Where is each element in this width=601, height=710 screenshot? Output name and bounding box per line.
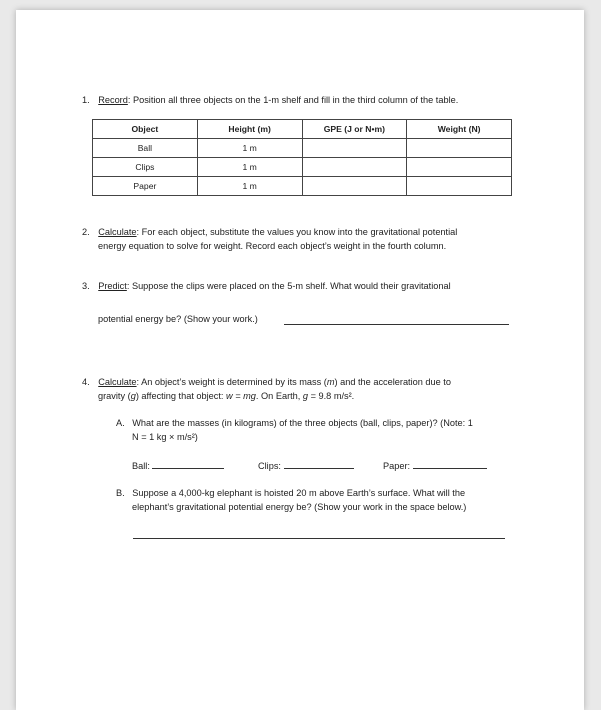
header-height: Height (m)	[197, 120, 302, 139]
question-1-text: : Position all three objects on the 1-m shelf and fill in the third column of the table.	[127, 95, 459, 105]
paper-label: Paper:	[383, 461, 411, 471]
question-1	[82, 94, 458, 108]
question-3-line1: : Suppose the clips were placed on the 5-m shelf. What would their gravitational	[126, 281, 451, 291]
clips-answer-line[interactable]	[284, 460, 354, 469]
table-row	[93, 158, 512, 177]
question-4-w-eq: w = mg	[226, 390, 256, 401]
question-4-line2a: gravity (	[98, 390, 131, 401]
part-a-line1: What are the masses (in kilograms) of the three objects (ball, clips, paper)? (Note: 1	[132, 418, 473, 428]
part-b-line2: elephant’s gravitational potential energy be? (Show your work in the space below.)	[132, 501, 467, 512]
table-header-row	[93, 120, 512, 139]
cell-height: 1 m	[197, 139, 302, 158]
cell-weight-input[interactable]	[407, 177, 512, 196]
paper-answer-line[interactable]	[413, 460, 487, 469]
header-object: Object	[93, 120, 198, 139]
table-row	[93, 139, 512, 158]
question-2-lead: Calculate	[98, 227, 137, 237]
cell-object: Ball	[93, 139, 198, 158]
part-a	[116, 417, 473, 444]
question-2-line2: energy equation to solve for weight. Record each object’s weight in the fourth column.	[98, 240, 447, 251]
cell-height: 1 m	[197, 177, 302, 196]
question-1-lead: Record	[98, 95, 128, 105]
question-3-line2-wrap	[98, 313, 258, 327]
question-3	[82, 280, 451, 294]
cell-gpe-input[interactable]	[302, 158, 407, 177]
clips-answer	[258, 460, 354, 474]
part-a-line2: N = 1 kg × m/s²)	[132, 431, 198, 442]
cell-weight-input[interactable]	[407, 158, 512, 177]
ball-answer	[132, 460, 224, 474]
paper-answer	[383, 460, 487, 474]
question-4	[82, 376, 451, 403]
header-gpe: GPE (J or N•m)	[302, 120, 407, 139]
question-3-answer-line[interactable]	[284, 324, 509, 325]
question-3-line2: potential energy be? (Show your work.)	[98, 314, 258, 324]
question-1-number: 1.	[82, 95, 90, 105]
clips-label: Clips:	[258, 461, 281, 471]
question-3-lead: Predict	[98, 281, 127, 291]
question-4-line2d: = 9.8 m/s².	[308, 390, 355, 401]
worksheet-page	[16, 10, 584, 710]
part-b-label: B.	[116, 488, 125, 498]
cell-height: 1 m	[197, 158, 302, 177]
question-4-m: m	[326, 377, 335, 387]
cell-object: Paper	[93, 177, 198, 196]
part-b-answer-line[interactable]	[133, 538, 505, 539]
question-4-g-eq: g	[302, 390, 309, 401]
question-2-line1: : For each object, substitute the values you know into the gravitational potential	[136, 227, 458, 237]
question-4-line2b: ) affecting that object:	[135, 390, 227, 401]
ball-answer-line[interactable]	[152, 460, 224, 469]
part-b-line1: Suppose a 4,000-kg elephant is hoisted 20 m above Earth’s surface. What will the	[132, 488, 466, 498]
cell-object: Clips	[93, 158, 198, 177]
data-table	[92, 119, 512, 196]
question-3-number: 3.	[82, 281, 90, 291]
part-a-label: A.	[116, 418, 125, 428]
cell-weight-input[interactable]	[407, 139, 512, 158]
question-2	[82, 226, 457, 253]
question-4-lead: Calculate	[98, 377, 137, 387]
cell-gpe-input[interactable]	[302, 139, 407, 158]
question-4-line1b: ) and the acceleration due to	[334, 377, 451, 387]
cell-gpe-input[interactable]	[302, 177, 407, 196]
table-row	[93, 177, 512, 196]
part-b	[116, 487, 466, 514]
header-weight: Weight (N)	[407, 120, 512, 139]
question-4-g: g	[130, 390, 136, 401]
question-4-line2c: . On Earth,	[255, 390, 303, 401]
question-4-line1a: : An object’s weight is determined by its mass (	[136, 377, 327, 387]
question-4-number: 4.	[82, 377, 90, 387]
ball-label: Ball:	[132, 461, 150, 471]
question-2-number: 2.	[82, 227, 90, 237]
